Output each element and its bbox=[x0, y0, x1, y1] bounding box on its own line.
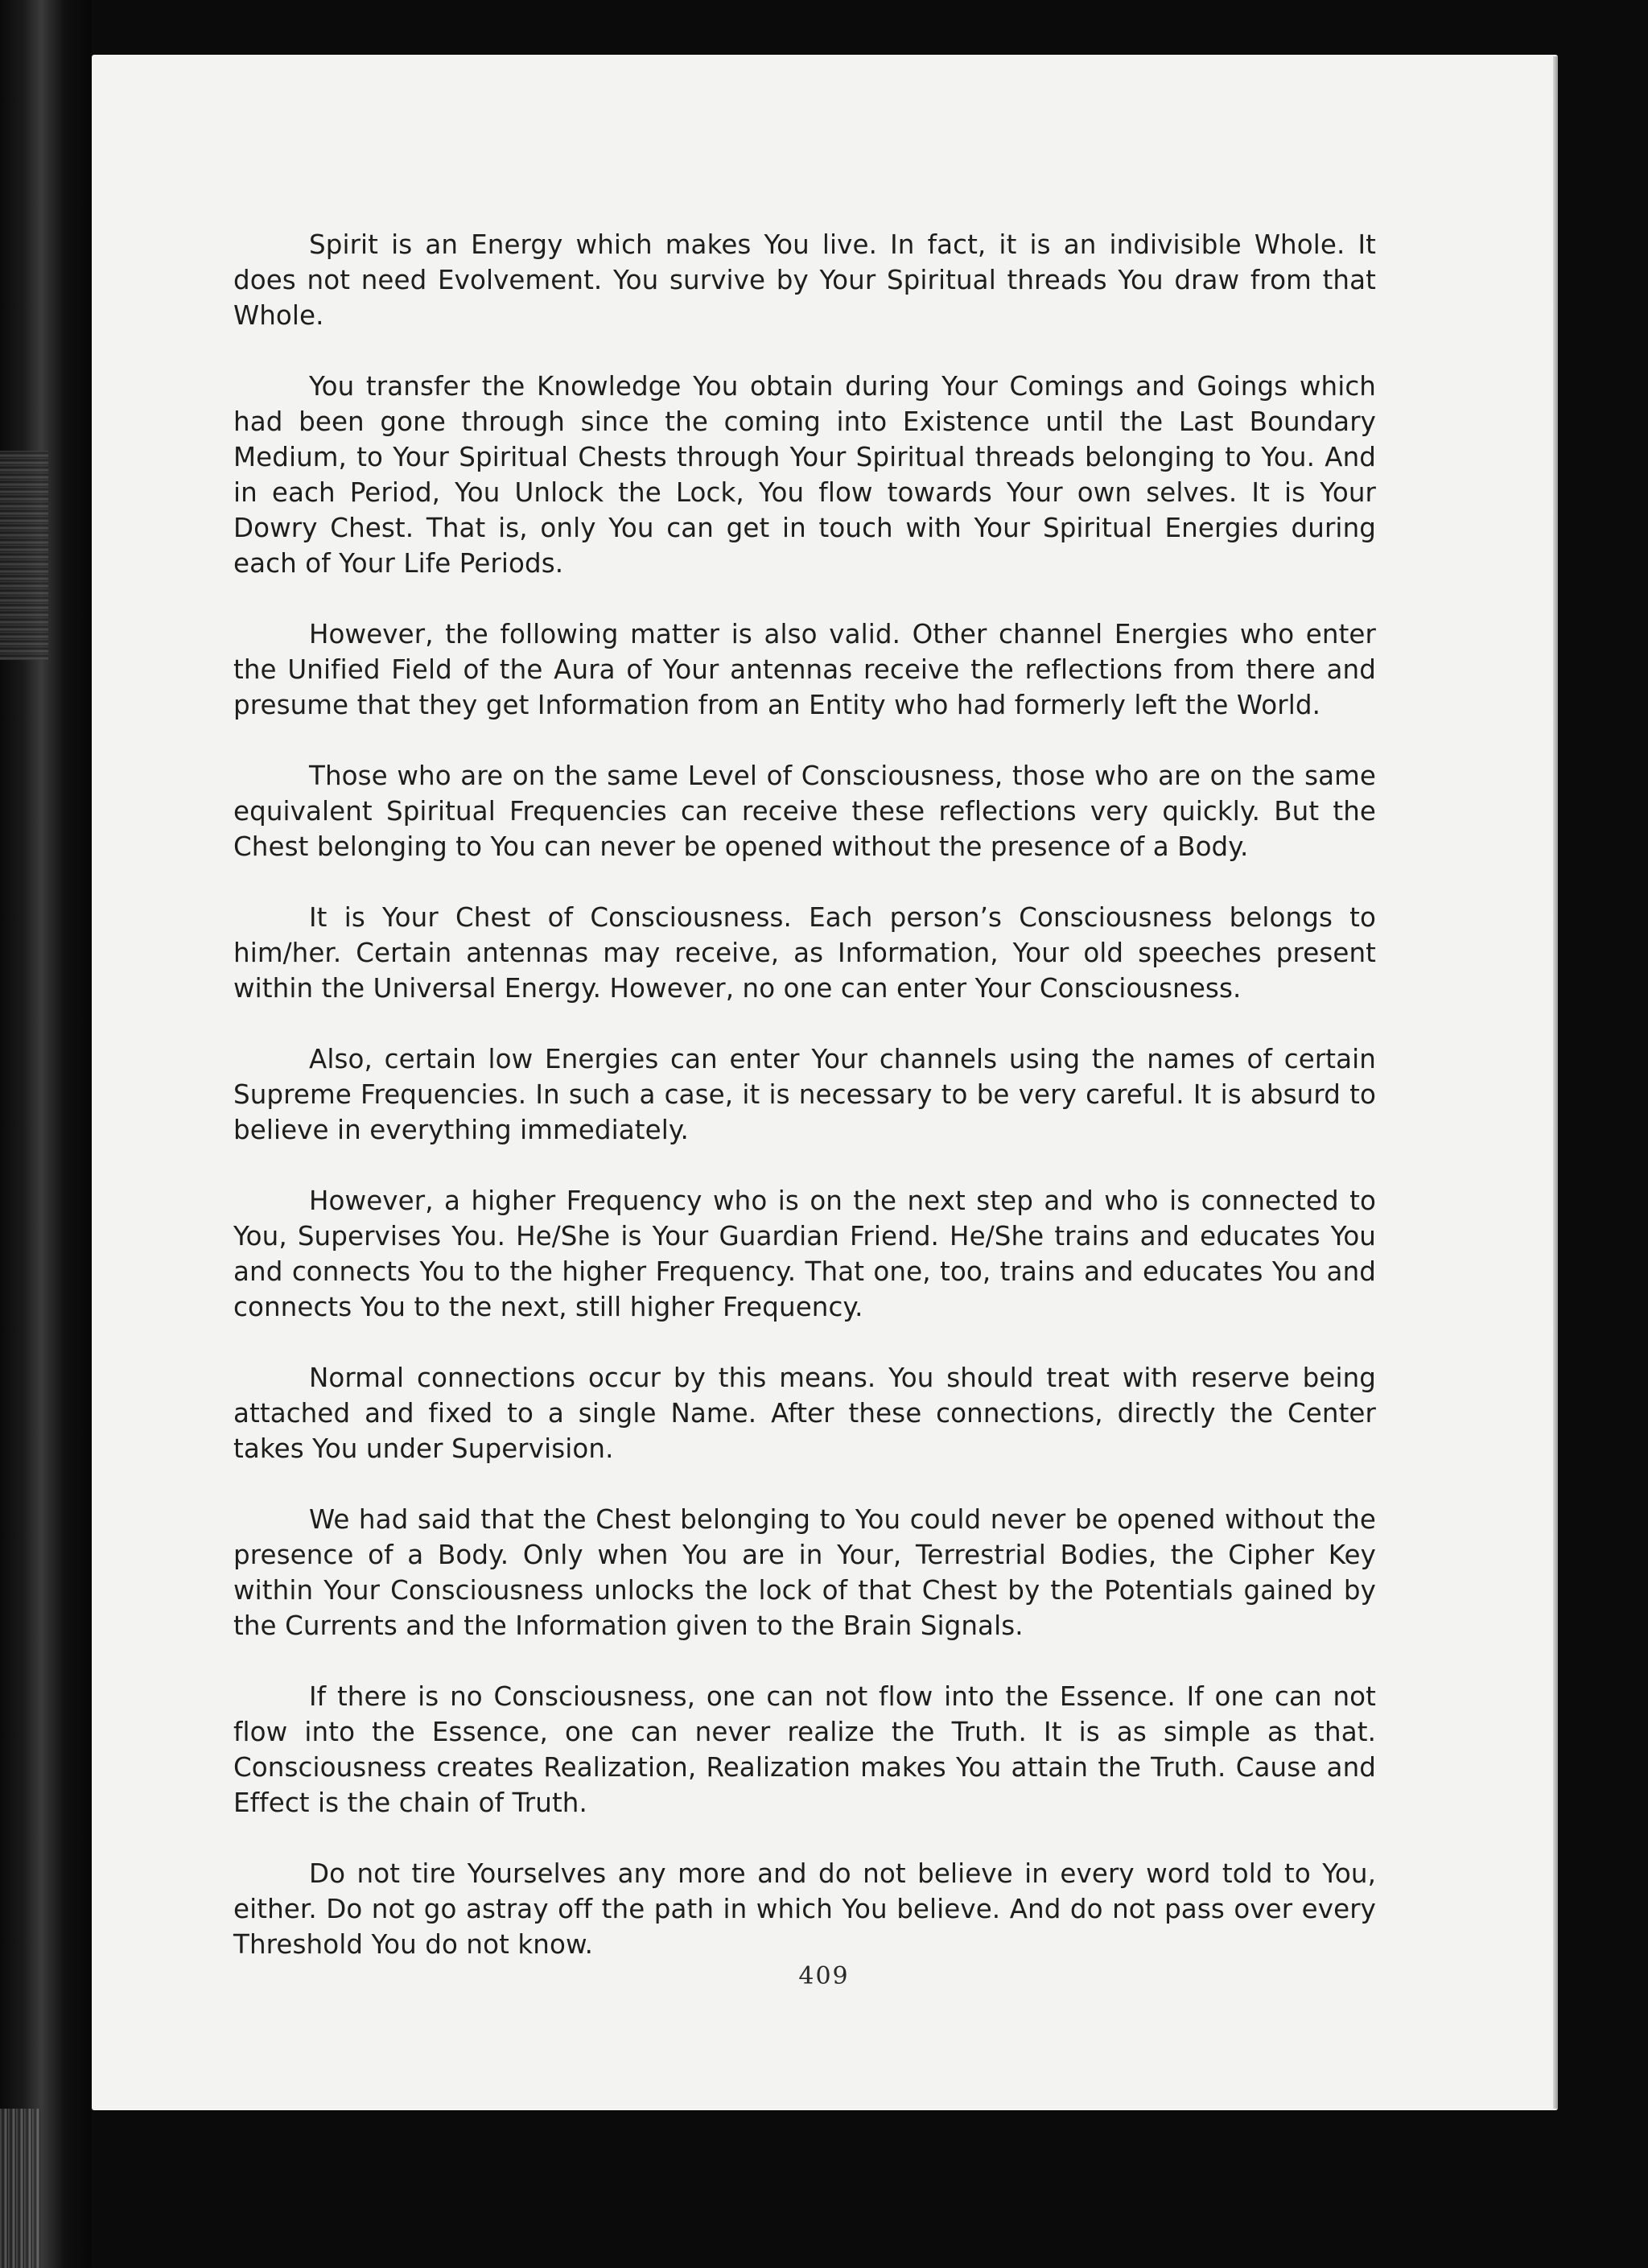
page-number: 409 bbox=[798, 1962, 850, 1990]
paragraph-3: However, the following matter is also valid. Other channel Energies who enter the Unified Field of the Aura of Your antennas receive the reflections from there and presume that they get Information from an Entity who had formerly left the World. bbox=[233, 619, 1376, 720]
paragraph-6: Also, certain low Energies can enter Your channels using the names of certain Supreme Frequencies. In such a case, it is necessary to be very careful. It is absurd to believe in everything immediately. bbox=[233, 1044, 1376, 1145]
paragraph-5: It is Your Chest of Consciousness. Each person’s Consciousness belongs to him/her. Certain antennas may receive, as Information, Your old speeches present within the Universal Energy. However, no one can enter Your Consciousness. bbox=[233, 902, 1376, 1004]
page-right-edge bbox=[1553, 56, 1558, 2109]
paragraph-7: However, a higher Frequency who is on the next step and who is connected to You, Supervises You. He/She is Your Guardian Friend. He/She trains and educates You and connects You to the higher Frequency. That one, too, trains and educates You and connects You to the next, still higher Frequency. bbox=[233, 1186, 1376, 1322]
paragraph-2: You transfer the Knowledge You obtain during Your Comings and Goings which had been gone through since the coming into Existence until the Last Boundary Medium, to Your Spiritual Chests through Your Spiritual threads belonging to You. And in each Period, You Unlock the Lock, You flow towards Your own selves. It is Your Dowry Chest. That is, only You can get in touch with Your Spiritual Energies during each of Your Life Periods. bbox=[233, 371, 1376, 579]
paragraph-9: We had said that the Chest belonging to You could never be opened without the presence of a Body. Only when You are in Your, Terrestrial Bodies, the Cipher Key within Your Consciousness unlocks the lock of that Chest by the Potentials gained by the Currents and the Information given to the Brain Signals. bbox=[233, 1504, 1376, 1641]
paragraph-1: Spirit is an Energy which makes You live. In fact, it is an indivisible Whole. It does not need Evolvement. You survive by Your Spiritual threads You draw from that Whole. bbox=[233, 229, 1376, 331]
paragraph-4: Those who are on the same Level of Consciousness, those who are on the same equivalent Spiritual Frequencies can receive these reflections very quickly. But the Chest belonging to You can never be opened without the presence of a Body. bbox=[233, 761, 1376, 862]
paragraph-8: Normal connections occur by this means. You should treat with reserve being attached and fixed to a single Name. After these connections, directly the Center takes You under Supervision. bbox=[233, 1363, 1376, 1464]
page-body-text bbox=[233, 227, 1376, 1998]
book-spine-shadow bbox=[0, 0, 92, 2268]
paragraph-11: Do not tire Yourselves any more and do not believe in every word told to You, either. Do not go astray off the path in which You believe. And do not pass over every Threshold You do not know. bbox=[233, 1858, 1376, 1960]
paragraph-10: If there is no Consciousness, one can not flow into the Essence. If one can not flow into the Essence, one can never realize the Truth. It is as simple as that. Consciousness creates Realization, Realization makes You attain the Truth. Cause and Effect is the chain of Truth. bbox=[233, 1681, 1376, 1818]
